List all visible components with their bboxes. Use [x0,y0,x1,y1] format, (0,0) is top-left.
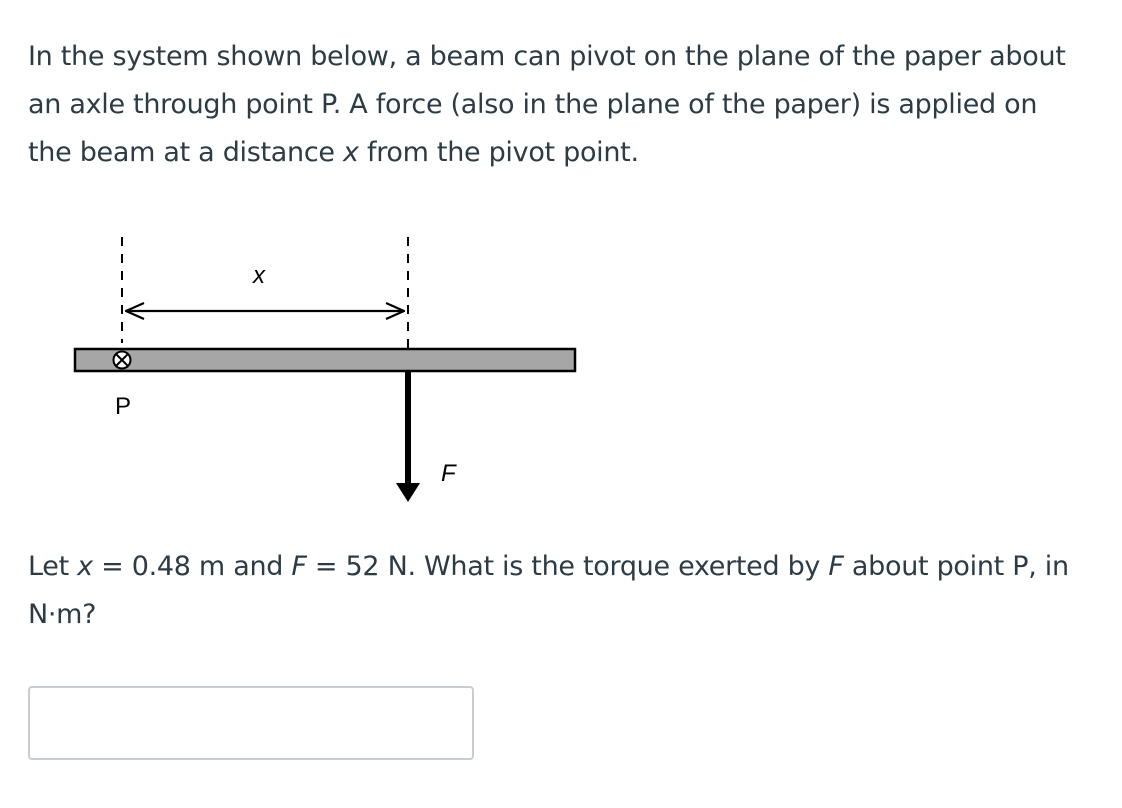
question-part-4: about point P, in [843,551,1069,582]
question-part-3: = 52 N. What is the torque exerted by [306,551,829,582]
beam-diagram [60,225,600,515]
distance-label: x [253,262,265,289]
force-arrow-head [396,483,420,502]
problem-intro [28,33,1108,177]
answer-input[interactable] [28,686,474,760]
question-part-1: Let [28,551,78,582]
pivot-label: P [115,393,132,420]
question-var-f: F [291,551,307,582]
question-var-f-2: F [828,551,844,582]
intro-line-3b: from the pivot point. [358,137,639,168]
question-part-2: = 0.48 m and [92,551,292,582]
question-text [28,543,1108,639]
force-label: F [441,460,456,487]
circled-x-icon [114,352,131,369]
intro-line-1: In the system shown below, a beam can pivot on the plane of the paper about [28,41,1066,72]
beam [75,349,575,371]
intro-line-3a: the beam at a distance [28,137,344,168]
intro-var-x: x [343,137,359,168]
question-var-x: x [77,551,93,582]
question-units: N·m? [28,599,97,630]
intro-line-2: an axle through point P. A force (also in the plane of the paper) is applied on [28,89,1038,120]
